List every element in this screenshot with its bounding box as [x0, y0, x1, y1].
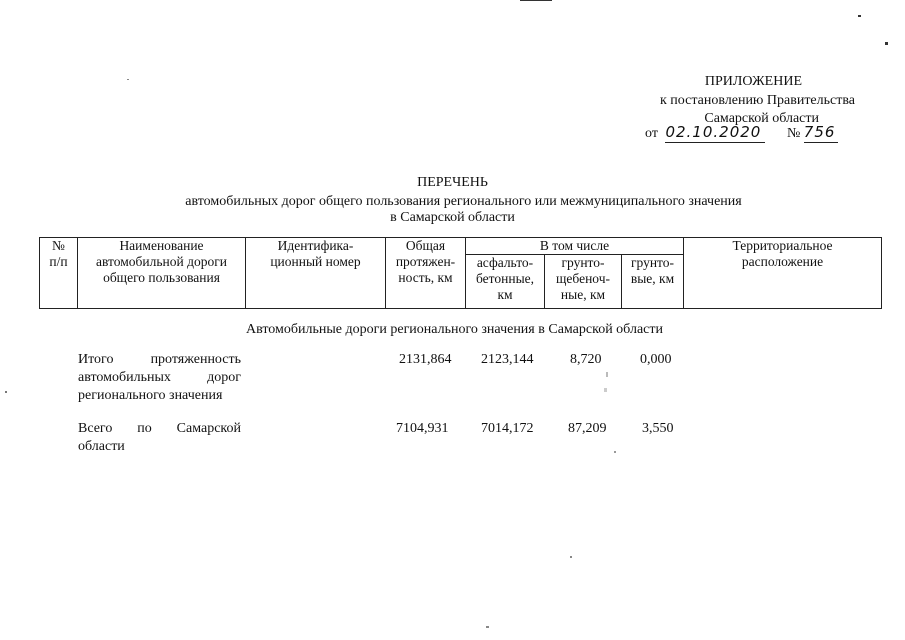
- appendix-line-1: к постановлению Правительства: [659, 93, 855, 108]
- header-total-length: Общая протяжен- ность, км: [386, 238, 466, 309]
- scan-mark: [520, 0, 552, 1]
- row-label-regional-total: Итого протяженность автомобильных дорог регионального значения: [78, 352, 241, 403]
- scan-speck: [570, 556, 572, 558]
- roads-table-header: [39, 237, 882, 309]
- document-subtitle-1: автомобильных дорог общего пользования регионального или межмуниципального значения: [185, 194, 742, 209]
- header-number: № п/п: [40, 238, 78, 309]
- scan-speck: [604, 388, 607, 392]
- header-dirt: грунто- вые, км: [622, 255, 684, 309]
- scan-speck: [486, 626, 489, 628]
- section-title: Автомобильные дороги регионального значения в Самарской области: [246, 322, 663, 337]
- number-prefix: №: [786, 126, 801, 141]
- row-2-asphalt: 7014,172: [481, 421, 534, 436]
- number-value: 756: [804, 123, 838, 143]
- scan-speck: [885, 42, 888, 45]
- date-prefix: от: [645, 126, 658, 141]
- header-road-name: Наименование автомобильной дороги общего пользования: [78, 238, 246, 309]
- scan-speck: [606, 372, 608, 377]
- row-1-dirt: 0,000: [640, 352, 672, 367]
- scan-speck: [127, 79, 129, 80]
- row-1-asphalt: 2123,144: [481, 352, 534, 367]
- row-1-gravel: 8,720: [570, 352, 602, 367]
- row-2-gravel: 87,209: [568, 421, 607, 436]
- header-location: Территориальное расположение: [684, 238, 882, 309]
- appendix-date-line: [645, 123, 838, 143]
- header-asphalt: асфальто- бетонные, км: [466, 255, 545, 309]
- row-1-total-length: 2131,864: [399, 352, 452, 367]
- document-title: ПЕРЕЧЕНЬ: [417, 175, 488, 190]
- row-2-dirt: 3,550: [642, 421, 674, 436]
- row-label-samara-total: Всего по Самарской области: [78, 421, 241, 454]
- appendix-heading: ПРИЛОЖЕНИЕ: [704, 74, 802, 89]
- header-including: В том числе: [466, 238, 684, 255]
- scan-speck: [858, 15, 861, 17]
- scan-speck: [5, 391, 7, 393]
- header-gravel: грунто- щебеноч- ные, км: [545, 255, 622, 309]
- date-value: 02.10.2020: [665, 123, 765, 143]
- scan-speck: [614, 451, 616, 453]
- document-subtitle-2: в Самарской области: [390, 210, 515, 225]
- header-identifier: Идентифика- ционный номер: [246, 238, 386, 309]
- row-2-total-length: 7104,931: [396, 421, 449, 436]
- appendix-line-2: Самарской области: [704, 111, 819, 126]
